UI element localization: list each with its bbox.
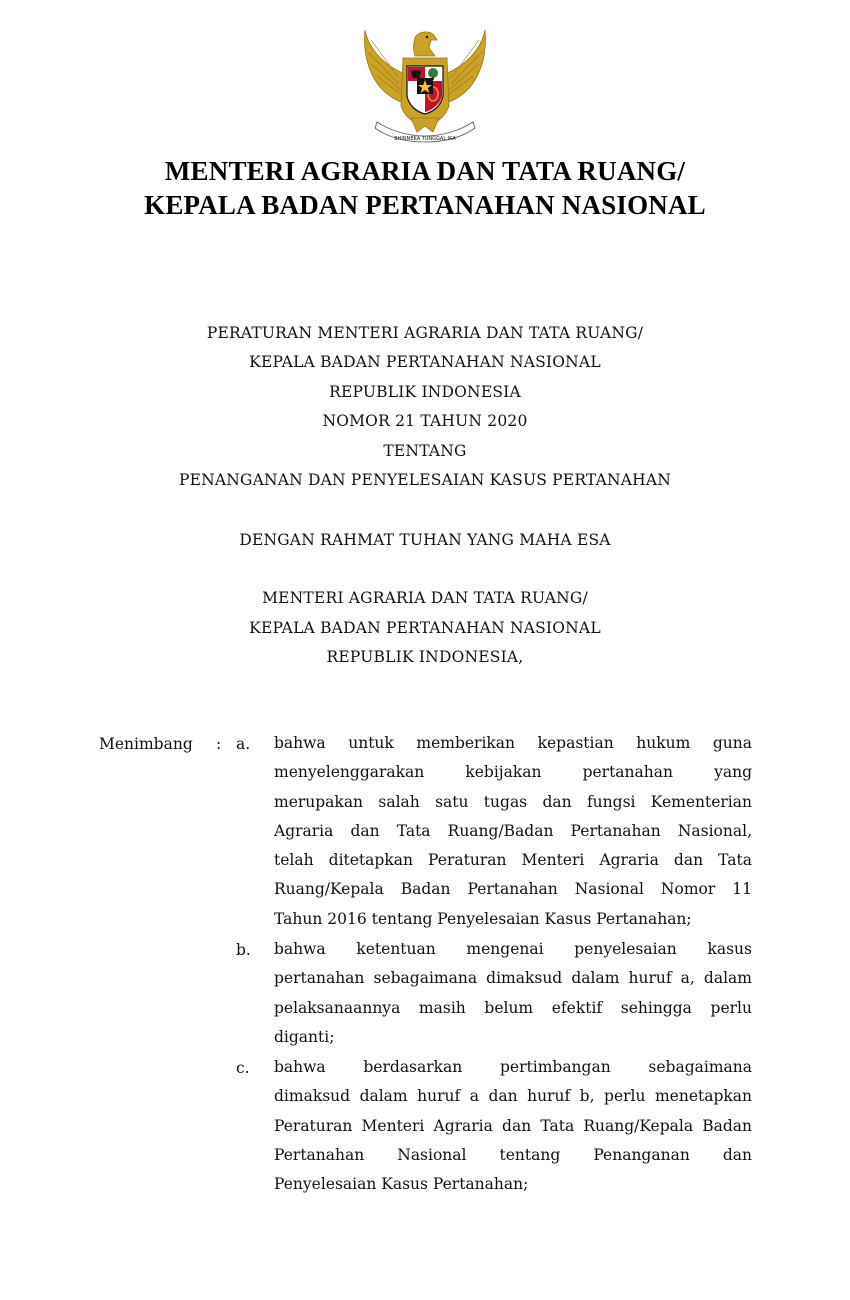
regulation-subject: PENANGANAN DAN PENYELESAIAN KASUS PERTANAHAN	[178, 471, 672, 489]
document-title-line-1: MENTERI AGRARIA DAN TATA RUANG/	[164, 156, 686, 186]
regulation-tentang: TENTANG	[383, 442, 467, 460]
menimbang-label: Menimbang	[99, 735, 193, 753]
regulation-heading-line-2: KEPALA BADAN PERTANAHAN NASIONAL	[249, 353, 601, 371]
item-a-line: Tahun 2016 tentang Penyelesaian Kasus Pertanahan;	[274, 909, 692, 928]
item-a-line: bahwa untuk memberikan kepastian hukum guna	[274, 734, 752, 752]
item-b-line: pelaksanaannya masih belum efektif sehingga perlu	[274, 998, 752, 1017]
item-a-line: merupakan salah satu tugas dan fungsi Kementerian	[274, 792, 752, 811]
item-c-line: dimaksud dalam huruf a dan huruf b, perlu menetapkan	[274, 1087, 752, 1106]
item-a-text	[274, 729, 752, 934]
regulation-number: NOMOR 21 TAHUN 2020	[322, 412, 528, 430]
regulation-heading-line-1: PERATURAN MENTERI AGRARIA DAN TATA RUANG/	[206, 324, 644, 342]
item-b-text	[274, 935, 752, 1052]
authority-line-3: REPUBLIK INDONESIA,	[326, 648, 524, 666]
item-a-line: telah ditetapkan Peraturan Menteri Agraria dan Tata	[274, 851, 752, 870]
item-a-line: menyelenggarakan kebijakan pertanahan yang	[274, 763, 752, 782]
item-a-letter: a.	[236, 735, 251, 753]
item-c-line: bahwa berdasarkan pertimbangan sebagaimana	[274, 1058, 752, 1076]
authority-line-1: MENTERI AGRARIA DAN TATA RUANG/	[262, 589, 588, 607]
garuda-pancasila-emblem-icon	[355, 26, 495, 144]
item-b-line: diganti;	[274, 1027, 335, 1046]
item-c-line: Peraturan Menteri Agraria dan Tata Ruang/Kepala Badan	[274, 1116, 752, 1135]
item-c-line: Penyelesaian Kasus Pertanahan;	[274, 1175, 529, 1194]
authority-line-2: KEPALA BADAN PERTANAHAN NASIONAL	[249, 619, 601, 637]
item-a-line: Agraria dan Tata Ruang/Badan Pertanahan Nasional,	[274, 821, 752, 840]
item-b-line: pertanahan sebagaimana dimaksud dalam huruf a, dalam	[274, 969, 752, 988]
document-title-line-2: KEPALA BADAN PERTANAHAN NASIONAL	[144, 190, 706, 220]
item-a-line: Ruang/Kepala Badan Pertanahan Nasional Nomor 11	[274, 880, 752, 899]
item-b-letter: b.	[236, 941, 251, 959]
item-b-line: bahwa ketentuan mengenai penyelesaian kasus	[274, 940, 752, 958]
item-c-letter: c.	[236, 1059, 250, 1077]
item-c-line: Pertanahan Nasional tentang Penanganan dan	[274, 1145, 752, 1164]
menimbang-colon: :	[216, 735, 222, 753]
emblem-motto: BHINNEKA TUNGGAL IKA	[394, 136, 456, 142]
regulation-heading-line-3: REPUBLIK INDONESIA	[329, 383, 521, 401]
item-c-text	[274, 1053, 752, 1199]
invocation: DENGAN RAHMAT TUHAN YANG MAHA ESA	[239, 531, 611, 549]
